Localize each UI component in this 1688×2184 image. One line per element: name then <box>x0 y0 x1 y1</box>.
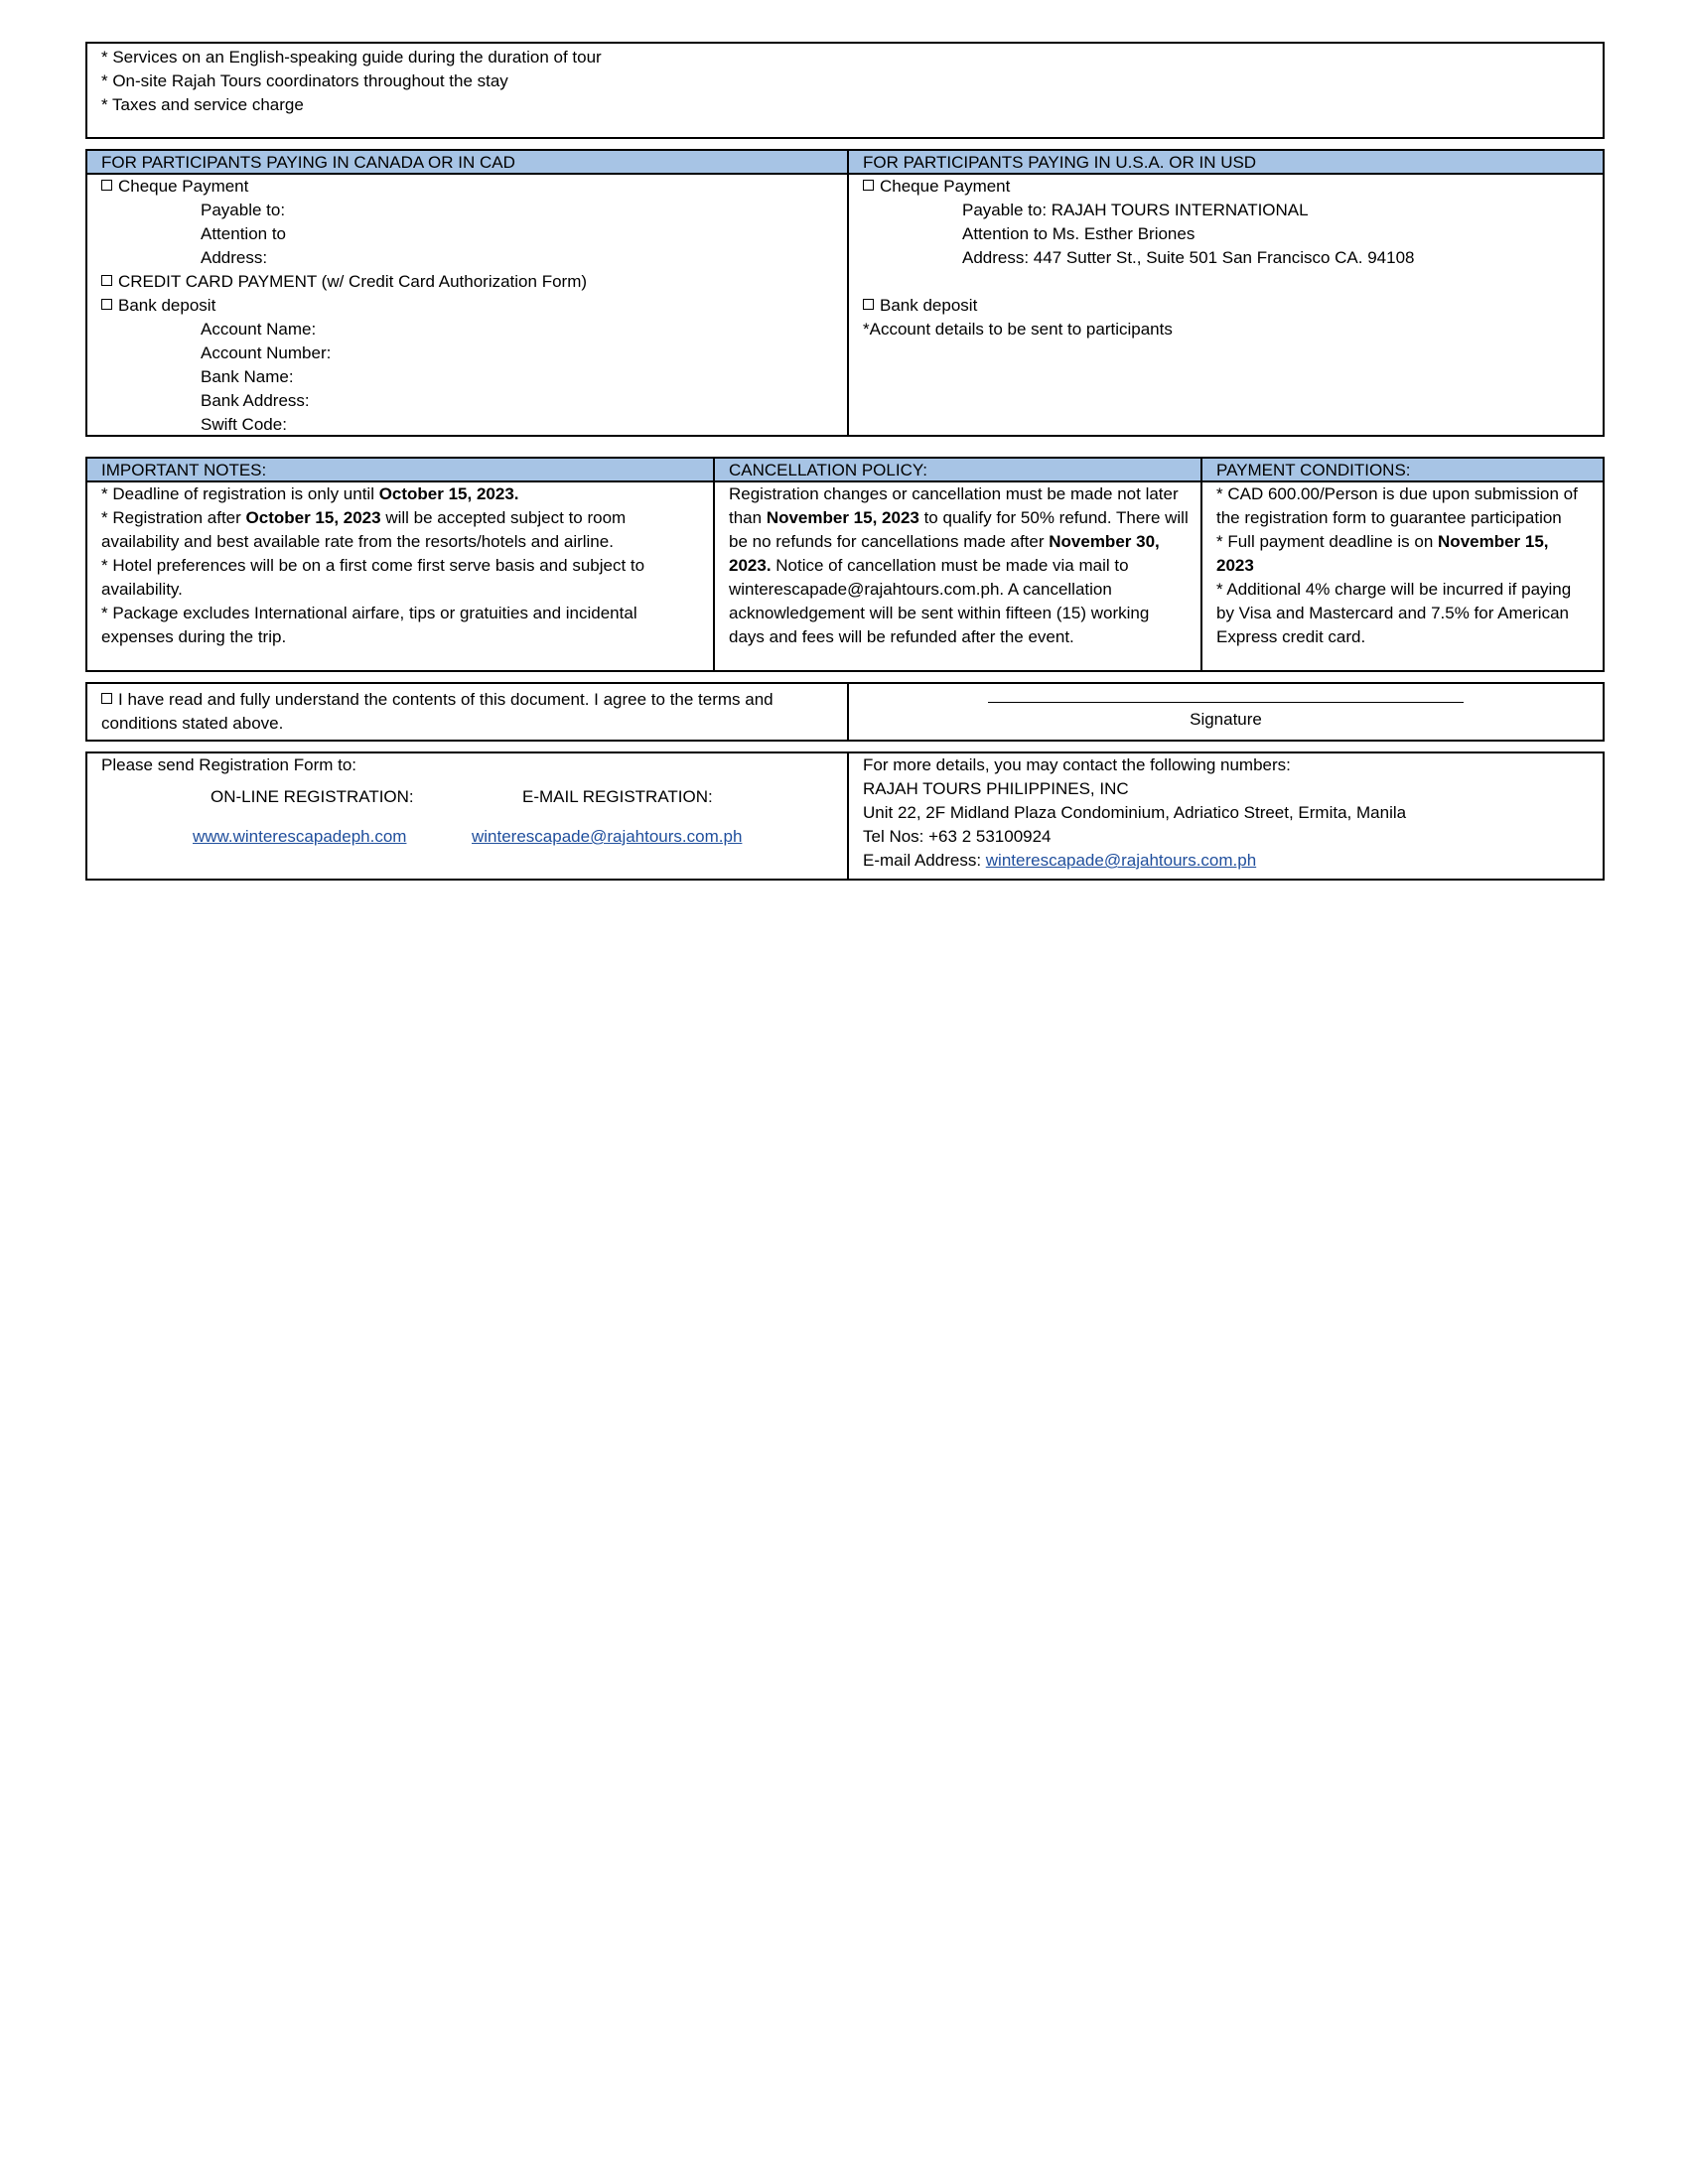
agreement-box <box>85 682 1605 742</box>
payment-options-table <box>85 149 1605 437</box>
inclusion-item: * Taxes and service charge <box>101 95 304 114</box>
email-registration-label: E-MAIL REGISTRATION: <box>522 787 713 806</box>
inclusions-box <box>85 42 1605 139</box>
note-item: * Registration after October 15, 2023 will be accepted subject to room availability and best available rate from the resorts/hotels and airline. <box>101 508 627 551</box>
checkbox-icon[interactable] <box>863 299 874 310</box>
email-label: E-mail Address: <box>863 851 986 870</box>
payment-conditions-header: PAYMENT CONDITIONS: <box>1202 459 1603 482</box>
usa-account-note: *Account details to be sent to participants <box>863 320 1173 339</box>
condition-item: * Additional 4% charge will be incurred if paying by Visa and Mastercard and 7.5% for American Express credit card. <box>1216 580 1572 646</box>
agreement-text: I have read and fully understand the contents of this document. I agree to the terms and conditions stated above. <box>101 690 774 733</box>
usa-payable-to <box>863 199 1591 222</box>
usa-payment-header: FOR PARTICIPANTS PAYING IN U.S.A. OR IN USD <box>849 151 1603 175</box>
canada-bank-address: Bank Address: <box>201 391 310 410</box>
signature-line <box>988 702 1464 703</box>
agreement-text-cell[interactable] <box>87 684 847 740</box>
option-label: Bank deposit <box>880 296 978 315</box>
inclusion-item: * On-site Rajah Tours coordinators throughout the stay <box>101 71 508 90</box>
note-item: * Package excludes International airfare, tips or gratuities and incidental expenses during the trip. <box>101 604 637 646</box>
canada-payment-header: FOR PARTICIPANTS PAYING IN CANADA OR IN CAD <box>87 151 847 175</box>
checkbox-icon[interactable] <box>101 180 112 191</box>
company-name: RAJAH TOURS PHILIPPINES, INC <box>863 779 1129 798</box>
online-registration-label: ON-LINE REGISTRATION: <box>211 787 414 806</box>
registration-cell <box>87 753 847 879</box>
canada-account-name: Account Name: <box>201 320 317 339</box>
payable-value: RAJAH TOURS INTERNATIONAL <box>1051 201 1309 219</box>
checkbox-icon[interactable] <box>101 299 112 310</box>
send-registration-label: Please send Registration Form to: <box>101 755 357 774</box>
contact-details-cell <box>847 753 1603 879</box>
usa-bank-option[interactable] <box>863 294 1591 318</box>
option-label: Bank deposit <box>118 296 216 315</box>
canada-payment-column <box>87 151 847 435</box>
spacer <box>863 270 1591 294</box>
note-item: * Deadline of registration is only until October 15, 2023. <box>101 484 519 503</box>
condition-item: * Full payment deadline is on November 15, 2023 <box>1216 532 1549 575</box>
checkbox-icon[interactable] <box>101 693 112 704</box>
note-item: * Hotel preferences will be on a first come first serve basis and subject to availability. <box>101 556 645 599</box>
email-registration-link[interactable]: winterescapade@rajahtours.com.ph <box>472 827 743 846</box>
payable-label: Payable to: <box>962 201 1052 219</box>
canada-bank-name: Bank Name: <box>201 367 294 386</box>
canada-bank-option[interactable] <box>101 294 835 318</box>
payment-conditions-column <box>1200 459 1603 670</box>
cancellation-policy-column <box>713 459 1200 670</box>
canada-swift-code: Swift Code: <box>201 415 287 434</box>
contact-email-link[interactable]: winterescapade@rajahtours.com.ph <box>985 851 1257 870</box>
cancellation-policy-text: Registration changes or cancellation must be made not later than November 15, 2023 to qualify for 50% refund. There will be no refunds for cancellations made after November 30, 2023. Notice of cancellation must be made via mail to winterescapade@rajahtours.com.ph. A cancellation acknowledgement will be sent within fifteen (15) working days and fees will be refunded after the event. <box>729 484 1189 646</box>
checkbox-icon[interactable] <box>863 180 874 191</box>
checkbox-icon[interactable] <box>101 275 112 286</box>
details-label: For more details, you may contact the following numbers: <box>863 755 1291 774</box>
canada-credit-card-option[interactable] <box>101 270 835 294</box>
option-label: Cheque Payment <box>880 177 1011 196</box>
online-registration-link[interactable]: www.winterescapadeph.com <box>193 827 407 846</box>
canada-payable-to: Payable to: <box>201 201 286 219</box>
condition-item: * CAD 600.00/Person is due upon submission of the registration form to guarantee participation <box>1216 484 1578 527</box>
important-notes-header: IMPORTANT NOTES: <box>87 459 713 482</box>
contact-box <box>85 751 1605 881</box>
contact-email <box>863 849 1591 873</box>
usa-payment-column <box>847 151 1603 435</box>
canada-account-number: Account Number: <box>201 343 332 362</box>
usa-address: Address: 447 Sutter St., Suite 501 San Francisco CA. 94108 <box>962 248 1415 267</box>
signature-label: Signature <box>1190 710 1262 729</box>
canada-address: Address: <box>201 248 268 267</box>
canada-cheque-option[interactable] <box>101 175 835 199</box>
option-label: Cheque Payment <box>118 177 249 196</box>
important-notes-column <box>87 459 713 670</box>
telephone-numbers: Tel Nos: +63 2 53100924 <box>863 827 1052 846</box>
canada-attention-to: Attention to <box>201 224 287 243</box>
usa-attention-to: Attention to Ms. Esther Briones <box>962 224 1196 243</box>
cancellation-policy-header: CANCELLATION POLICY: <box>715 459 1200 482</box>
usa-cheque-option[interactable] <box>863 175 1591 199</box>
signature-cell[interactable] <box>847 684 1603 740</box>
inclusion-item: * Services on an English-speaking guide during the duration of tour <box>101 48 602 67</box>
company-address: Unit 22, 2F Midland Plaza Condominium, Adriatico Street, Ermita, Manila <box>863 803 1407 822</box>
option-label: CREDIT CARD PAYMENT (w/ Credit Card Authorization Form) <box>118 272 588 291</box>
notes-table <box>85 457 1605 672</box>
